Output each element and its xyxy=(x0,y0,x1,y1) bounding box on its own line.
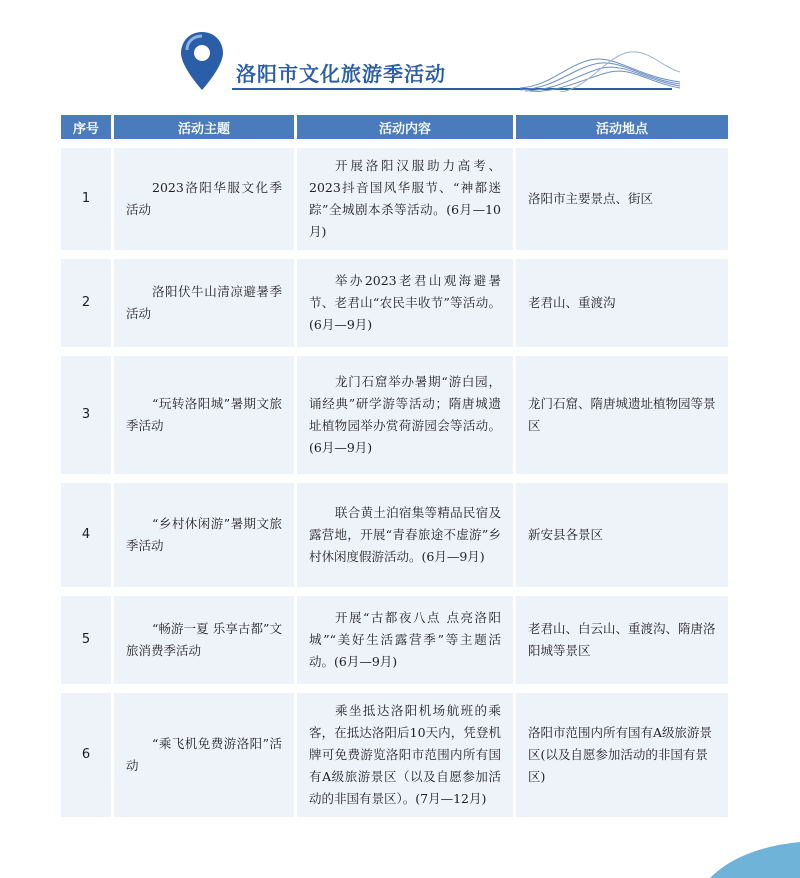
row-number: 4 xyxy=(61,483,111,587)
row-location: 新安县各景区 xyxy=(516,483,728,587)
table-row xyxy=(61,356,728,474)
row-content: 联合黄土泊宿集等精品民宿及露营地，开展“青春旅途不虚游”乡村休闲度假游活动。(6月—9月) xyxy=(297,483,513,587)
table-header-row xyxy=(61,115,728,139)
column-header-location: 活动地点 xyxy=(516,115,728,139)
location-pin-icon xyxy=(178,30,226,92)
column-header-topic: 活动主题 xyxy=(114,115,294,139)
column-header-number: 序号 xyxy=(61,115,111,139)
row-number: 5 xyxy=(61,596,111,684)
row-topic: “畅游一夏 乐享古都”文旅消费季活动 xyxy=(114,596,294,684)
row-number: 3 xyxy=(61,356,111,474)
row-content: 举办2023老君山观海避暑节、老君山“农民丰收节”等活动。(6月—9月) xyxy=(297,259,513,347)
row-number: 1 xyxy=(61,148,111,250)
row-topic: 洛阳伏牛山清凉避暑季活动 xyxy=(114,259,294,347)
row-location: 龙门石窟、隋唐城遗址植物园等景区 xyxy=(516,356,728,474)
table-row xyxy=(61,483,728,587)
row-location: 老君山、重渡沟 xyxy=(516,259,728,347)
row-content: 开展洛阳汉服助力高考、2023抖音国风华服节、“神都迷踪”全城剧本杀等活动。(6月—10月) xyxy=(297,148,513,250)
row-content: 龙门石窟举办暑期“游白园，诵经典”研学游等活动；隋唐城遗址植物园举办赏荷游园会等活动。(6月—9月) xyxy=(297,356,513,474)
table-row xyxy=(61,596,728,684)
row-location: 老君山、白云山、重渡沟、隋唐洛阳城等景区 xyxy=(516,596,728,684)
row-topic: “乡村休闲游”暑期文旅季活动 xyxy=(114,483,294,587)
column-header-content: 活动内容 xyxy=(297,115,513,139)
row-number: 2 xyxy=(61,259,111,347)
row-location: 洛阳市范围内所有国有A级旅游景区(以及自愿参加活动的非国有景区) xyxy=(516,693,728,817)
table-row xyxy=(61,259,728,347)
row-number: 6 xyxy=(61,693,111,817)
row-topic: “玩转洛阳城”暑期文旅季活动 xyxy=(114,356,294,474)
page-title: 洛阳市文化旅游季活动 xyxy=(236,62,446,86)
row-location: 洛阳市主要景点、街区 xyxy=(516,148,728,250)
row-topic: “乘飞机免费游洛阳”活动 xyxy=(114,693,294,817)
row-content: 开展“古都夜八点 点亮洛阳城”“美好生活露营季”等主题活动。(6月—9月) xyxy=(297,596,513,684)
table-row xyxy=(61,693,728,817)
page-header xyxy=(0,0,800,110)
table-row xyxy=(61,148,728,250)
row-content: 乘坐抵达洛阳机场航班的乘客，在抵达洛阳后10天内，凭登机牌可免费游览洛阳市范围内所有国有A级旅游景区（以及自愿参加活动的非国有景区）。(7月—12月) xyxy=(297,693,513,817)
activity-table xyxy=(58,115,731,817)
corner-decoration xyxy=(710,838,800,878)
mountain-wave-decoration xyxy=(520,46,680,92)
row-topic: 2023洛阳华服文化季活动 xyxy=(114,148,294,250)
